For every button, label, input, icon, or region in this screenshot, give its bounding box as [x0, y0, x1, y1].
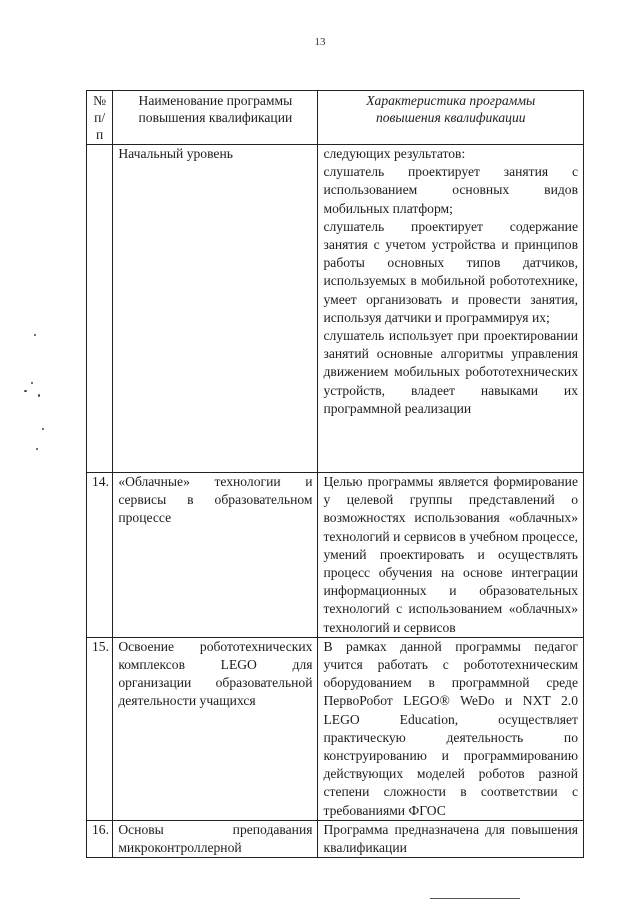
description-paragraph: следующих результатов:	[323, 146, 466, 161]
row-program-name: «Облачные» технологии и сервисы в образовательном процессе	[113, 473, 318, 638]
description-paragraph: слушатель проектирует содержание занятия с учетом устройства и принципов работы основных типов датчиков, используемых в мобильной робототехнике, умеет организовать и провести занятия, используя датчики и программируя их;	[323, 218, 578, 325]
description-paragraph: слушатель использует при проектировании занятий основные алгоритмы управления движением мобильных робототехнических устройств, владеет навыками их программной реализации	[323, 328, 578, 416]
description-paragraph: В рамках данной программы педагог учится работать с робототехническим оборудованием в программной среде ПервоРобот LEGO® WeDo и NXT 2.0 LEGO Education, осуществляет практическую деятельность по конструированию и программированию действующих моделей роботов разной степени сложности в соответствии с требованиями ФГОС	[323, 638, 578, 818]
scan-speck	[38, 394, 40, 397]
row-program-description	[318, 473, 584, 638]
row-program-name: Основы преподавания микроконтроллерной	[113, 820, 318, 857]
scan-speck	[34, 334, 36, 336]
scan-speckles	[22, 330, 62, 490]
table-row	[87, 145, 584, 473]
row-program-description	[318, 820, 584, 857]
scan-speck	[31, 382, 33, 384]
page-number: 13	[314, 36, 326, 48]
header-program-description: Характеристика программы повышения квалификации	[318, 91, 584, 145]
row-program-description	[318, 145, 584, 473]
row-program-name: Начальный уровень	[113, 145, 318, 473]
table-row	[87, 637, 584, 820]
row-number: 16.	[87, 820, 113, 857]
row-number: 14.	[87, 473, 113, 638]
bottom-scan-line	[430, 898, 520, 899]
row-number: 15.	[87, 637, 113, 820]
table-row	[87, 473, 584, 638]
scan-speck	[36, 448, 38, 450]
header-number: № п/п	[87, 91, 113, 145]
description-paragraph: Программа предназначена для повышения квалификации	[323, 821, 578, 856]
header-program-name: Наименование программы повышения квалификации	[113, 91, 318, 145]
scan-speck	[24, 390, 27, 392]
scan-speck	[42, 428, 44, 430]
table-row	[87, 820, 584, 857]
table-header-row	[87, 91, 584, 145]
description-paragraph: Целью программы является формирование у целевой группы представлений о возможностях использования «облачных» технологий и сервисов в учебном процессе, умений проектировать и осуществлять процесс обучения на основе интеграции информационных и образовательных технологий с использованием «облачных» технологий и сервисов	[323, 474, 578, 635]
row-program-name: Освоение робототехнических комплексов LEGO для организации образовательной деятельности учащихся	[113, 637, 318, 820]
description-paragraph: слушатель проектирует занятия с использованием основных видов мобильных платформ;	[323, 164, 578, 216]
qualification-programs-table	[86, 90, 584, 858]
row-number	[87, 145, 113, 473]
row-program-description	[318, 637, 584, 820]
